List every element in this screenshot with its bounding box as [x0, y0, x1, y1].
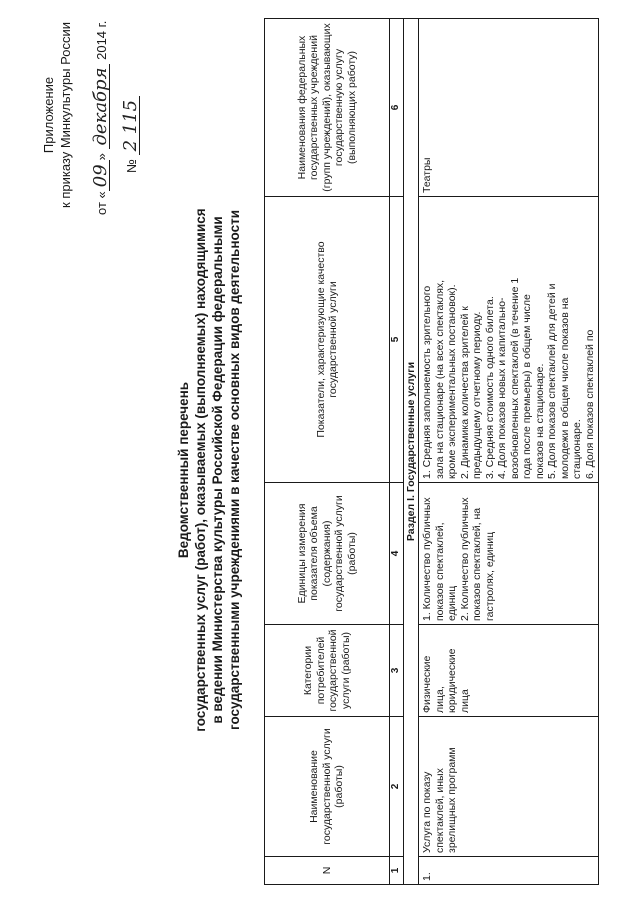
order-date: от «09» декабря 2014 г.: [90, 20, 111, 215]
header-consumers: Категории потребителей государственной услуги (работы): [265, 625, 390, 717]
document-title: [175, 125, 243, 815]
col-number: 6: [390, 19, 404, 197]
section-row: [403, 19, 419, 885]
order-reference: к приказу Минкультуры России: [58, 22, 73, 208]
title-line-3: в ведении Министерства культуры Российской Федерации федеральными: [210, 216, 225, 724]
col-number: 2: [390, 717, 404, 857]
order-number: № 2 115: [122, 15, 140, 215]
col-number: 1: [390, 857, 404, 885]
row-number: 1.: [419, 857, 599, 885]
header-units: Единицы измерения показателя объема (содержания) государственной услуги (работы): [265, 483, 390, 625]
order-number-handwritten: 2 115: [122, 96, 140, 156]
appendix-label: Приложение: [41, 76, 56, 154]
services-table: [264, 18, 599, 885]
institution-groups: Театры: [419, 19, 599, 197]
table-header-row: [265, 19, 390, 885]
table-row: [419, 19, 599, 885]
column-number-row: [390, 19, 404, 885]
title-line-4: государственными учреждениями в качестве основных видов деятельности: [227, 210, 242, 730]
section-title: Раздел I. Государственные услуги: [403, 19, 419, 885]
date-month-handwritten: декабря: [92, 64, 110, 150]
service-name: Услуга по показу спектаклей, иных зрелищных программ: [419, 717, 599, 857]
col-number: 4: [390, 483, 404, 625]
consumer-categories: Физические лица, юридические лица: [419, 625, 599, 717]
header-service-name: Наименование государственной услуги (работы): [265, 717, 390, 857]
quality-indicators: 1. Средняя заполняемость зрительного зала на стационаре (на всех спектаклях, кроме экспериментальных постановок). 2. Динамика количества зрителей к предыдущему отчетному периоду. 3. Средняя стоимость одного билета. 4. Доля показов новых и капитально- возобновленных спектаклей (в течение 1 года после премьеры) в общем числе показов на стационаре. 5. Доля показов спектаклей для детей и молодежи в общем числе показов на стационаре. 6. Доля показов спектаклей по: [419, 197, 599, 483]
volume-units: 1. Количество публичных показов спектаклей, единиц 2. Количество публичных показов спектаклей, на гастролях, единиц: [419, 483, 599, 625]
col-number: 3: [390, 625, 404, 717]
header-number: N: [265, 857, 390, 885]
col-number: 5: [390, 197, 404, 483]
title-line-2: государственных услуг (работ), оказываемых (выполняемых) находящимися: [193, 208, 208, 732]
header-quality: Показатели, характеризующие качество государственной услуги: [265, 197, 390, 483]
date-day-handwritten: 09: [92, 160, 110, 191]
approval-block: [40, 15, 140, 215]
header-institutions: Наименования федеральных государственных учреждений (групп учреждений), оказывающих государственную услугу (выполняющих работу): [265, 19, 390, 197]
title-line-1: Ведомственный перечень: [176, 381, 191, 559]
